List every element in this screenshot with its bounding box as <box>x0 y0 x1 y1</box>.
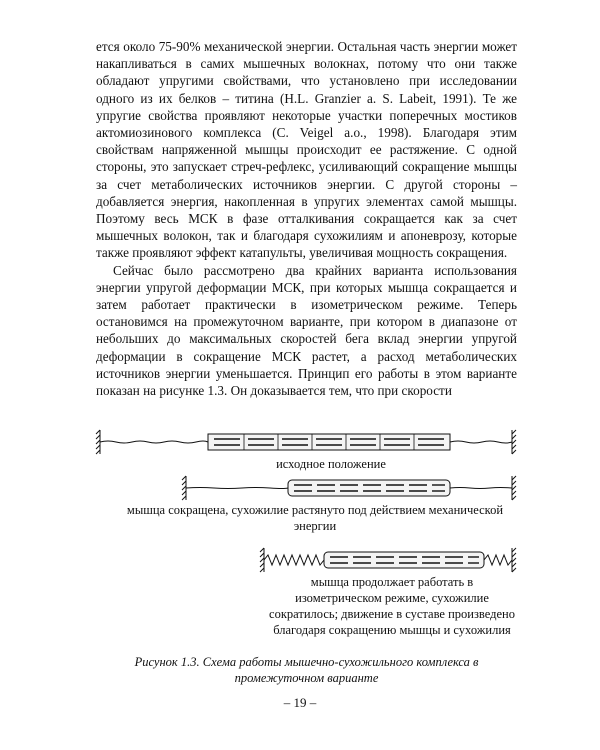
muscle-fibers-2 <box>288 480 450 496</box>
wall-right-2 <box>512 476 516 500</box>
paragraph-1: ется около 75-90% механической энергии. Остальная часть энергии может накапливаться в самих мышечных волокнах, потому что они также обладают упругими свойствами, что установлено при исследовании одного из их белков – титина (H.L. Granzier a. S. Labeit, 1991). Те же упругие свойства проявляют некоторые участки поперечных мостиков актомиозинового комплекса (C. Veigel a.o., 1998). Благодаря этим свойствам напряженной мышцы происходит ее растяжение. С одной стороны, это запускает стреч-рефлекс, усиливающий сокращение мышцы за счет метаболических источников энергии. С другой стороны – добавляется энергия, накопленная в упругих элементах самой мышцы. Поэтому весь МСК в фазе отталкивания сокращается как за счет мышечных волокон, так и благодаря сухожилиям и апоневрозу, которые также проявляют эффект катапульты, увеличивая мощность сокращения. <box>96 39 517 261</box>
diagram-row-contracted <box>182 476 516 500</box>
wall-right-1 <box>512 430 516 454</box>
diagram-row-isometric <box>260 548 516 572</box>
wall-left-1 <box>96 430 100 454</box>
page-number: – 19 – <box>283 695 317 710</box>
wall-left-3 <box>260 548 264 572</box>
figure-caption: Рисунок 1.3. Схема работы мышечно-сухожильного комплекса в промежуточном варианте <box>134 655 479 685</box>
tendon-left-2 <box>186 488 288 489</box>
tendon-spring-left-3 <box>264 555 324 565</box>
paragraph-2: Сейчас было рассмотрено два крайних варианта использования энергии упругой деформации МСК, при которых мышца сокращается и затем работает практически в изометрическом режиме. Теперь остановимся на промежуточном варианте, при котором в диапазоне от небольших до максимальных скоростей бега вклад энергии упругой деформации в сокращение МСК растет, а расход метаболических источников энергии уменьшается. Принцип его работы в этом варианте показан на рисунке 1.3. Он доказывается тем, что при скорости <box>96 262 517 399</box>
tendon-right-1 <box>450 441 512 443</box>
tendon-right-2 <box>450 488 512 489</box>
tendon-spring-right-3 <box>484 555 512 565</box>
body-text <box>96 38 517 399</box>
muscle-fibers-3 <box>324 552 484 568</box>
wall-right-3 <box>512 548 516 572</box>
label-contracted: мышца сокращена, сухожилие растянуто под действием механической энергии <box>126 503 504 533</box>
label-isometric: мышца продолжает работать в изометрическом режиме, сухожилие сократилось; движение в суставе произведено благодаря сокращению мышцы и сухожилия <box>269 575 515 637</box>
wall-left-2 <box>182 476 186 500</box>
tendon-left-1 <box>100 441 208 443</box>
diagram-row-initial <box>96 430 516 454</box>
figure-1-3 <box>0 420 600 650</box>
label-initial-position: исходное положение <box>276 457 386 471</box>
